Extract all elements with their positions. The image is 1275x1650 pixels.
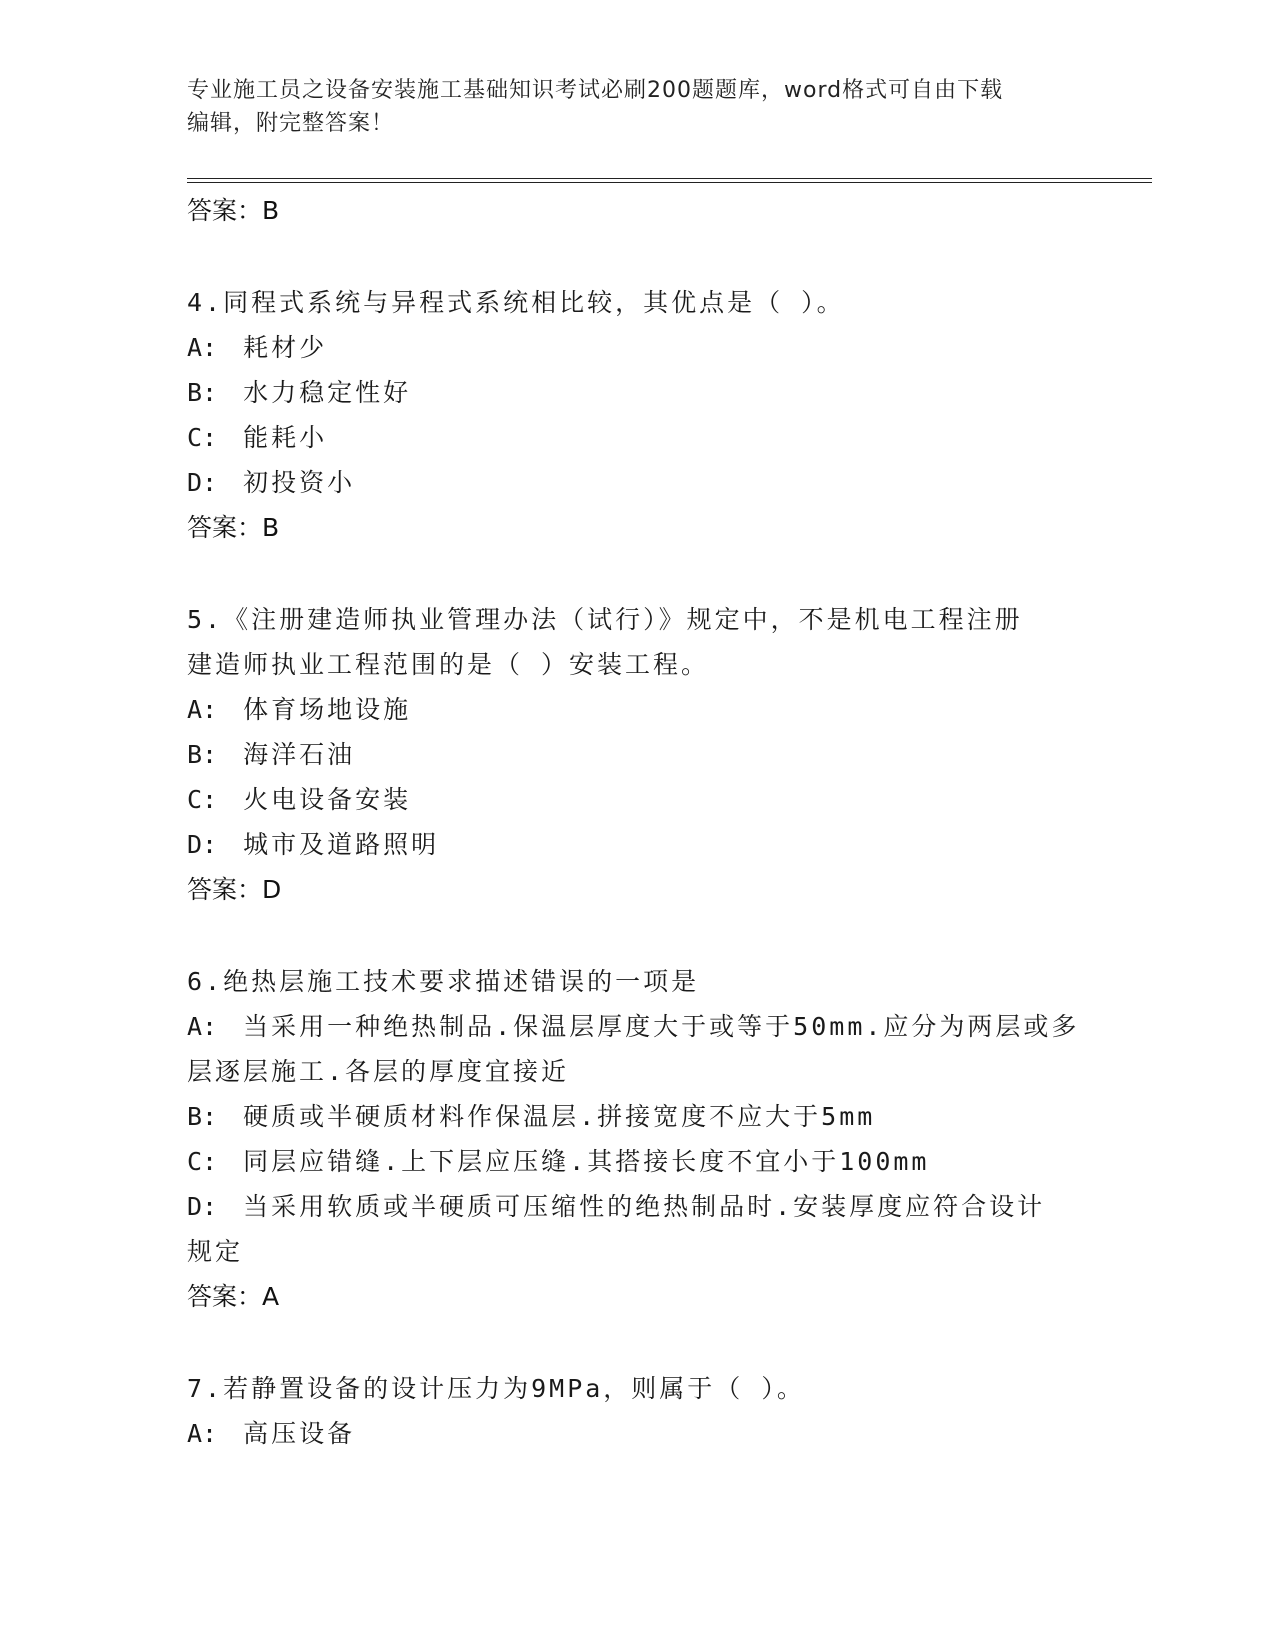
spacer bbox=[187, 233, 1087, 280]
option-d bbox=[187, 460, 1087, 505]
answer-line: 答案：A bbox=[187, 1282, 280, 1311]
option-d bbox=[187, 1184, 1087, 1229]
option-text: 同层应错缝.上下层应压缝.其搭接长度不宜小于100mm bbox=[243, 1147, 930, 1176]
header-divider-bottom bbox=[187, 182, 1152, 183]
option-a bbox=[187, 1411, 1087, 1456]
option-c bbox=[187, 777, 1087, 822]
option-text: 硬质或半硬质材料作保温层.拼接宽度不应大于5mm bbox=[243, 1102, 876, 1131]
option-a bbox=[187, 1004, 1087, 1049]
option-text: 初投资小 bbox=[243, 468, 356, 497]
option-text: 当采用软质或半硬质可压缩性的绝热制品时.安装厚度应符合设计 bbox=[243, 1192, 1046, 1221]
option-letter: A: bbox=[187, 695, 218, 724]
option-text: 火电设备安装 bbox=[243, 785, 412, 814]
question-block bbox=[187, 959, 1087, 1319]
option-d-continued: 规定 bbox=[187, 1237, 244, 1266]
option-a bbox=[187, 325, 1087, 370]
option-d bbox=[187, 822, 1087, 867]
document-header bbox=[187, 74, 1087, 140]
spacer bbox=[187, 550, 1087, 597]
option-letter: D: bbox=[187, 830, 218, 859]
answer-line: 答案：B bbox=[187, 196, 280, 225]
option-letter: B: bbox=[187, 1102, 218, 1131]
answer-line: 答案：B bbox=[187, 513, 280, 542]
header-divider-top bbox=[187, 178, 1152, 179]
option-c bbox=[187, 415, 1087, 460]
header-line-1: 专业施工员之设备安装施工基础知识考试必刷200题题库，word格式可自由下载 bbox=[187, 78, 1004, 103]
option-letter: C: bbox=[187, 1147, 218, 1176]
option-letter: A: bbox=[187, 1012, 218, 1041]
question-block bbox=[187, 1366, 1087, 1456]
option-letter: C: bbox=[187, 423, 218, 452]
question-list bbox=[187, 188, 1087, 1456]
question-text: 4.同程式系统与异程式系统相比较，其优点是（ ）。 bbox=[187, 288, 845, 317]
option-letter: B: bbox=[187, 740, 218, 769]
question-block bbox=[187, 597, 1087, 912]
option-a bbox=[187, 687, 1087, 732]
question-text: 5.《注册建造师执业管理办法（试行）》规定中，不是机电工程注册 bbox=[187, 605, 1023, 634]
option-a-continued: 层逐层施工.各层的厚度宜接近 bbox=[187, 1057, 570, 1086]
option-text: 体育场地设施 bbox=[243, 695, 412, 724]
option-b bbox=[187, 732, 1087, 777]
option-c bbox=[187, 1139, 1087, 1184]
option-letter: B: bbox=[187, 378, 218, 407]
option-letter: A: bbox=[187, 333, 218, 362]
option-text: 高压设备 bbox=[243, 1419, 356, 1448]
question-text: 6.绝热层施工技术要求描述错误的一项是 bbox=[187, 967, 700, 996]
spacer bbox=[187, 1319, 1087, 1366]
option-text: 能耗小 bbox=[243, 423, 328, 452]
option-letter: D: bbox=[187, 468, 218, 497]
header-line-2: 编辑，附完整答案！ bbox=[187, 111, 395, 136]
option-text: 城市及道路照明 bbox=[243, 830, 440, 859]
question-text: 7.若静置设备的设计压力为9MPa，则属于（ ）。 bbox=[187, 1374, 805, 1403]
question-block bbox=[187, 280, 1087, 550]
spacer bbox=[187, 912, 1087, 959]
option-text: 海洋石油 bbox=[243, 740, 356, 769]
option-text: 耗材少 bbox=[243, 333, 328, 362]
option-b bbox=[187, 1094, 1087, 1139]
option-letter: D: bbox=[187, 1192, 218, 1221]
option-letter: A: bbox=[187, 1419, 218, 1448]
option-text: 水力稳定性好 bbox=[243, 378, 412, 407]
option-b bbox=[187, 370, 1087, 415]
question-text-continued: 建造师执业工程范围的是（ ）安装工程。 bbox=[187, 650, 710, 679]
option-letter: C: bbox=[187, 785, 218, 814]
answer-line: 答案：D bbox=[187, 875, 282, 904]
option-text: 当采用一种绝热制品.保温层厚度大于或等于50mm.应分为两层或多 bbox=[243, 1012, 1080, 1041]
